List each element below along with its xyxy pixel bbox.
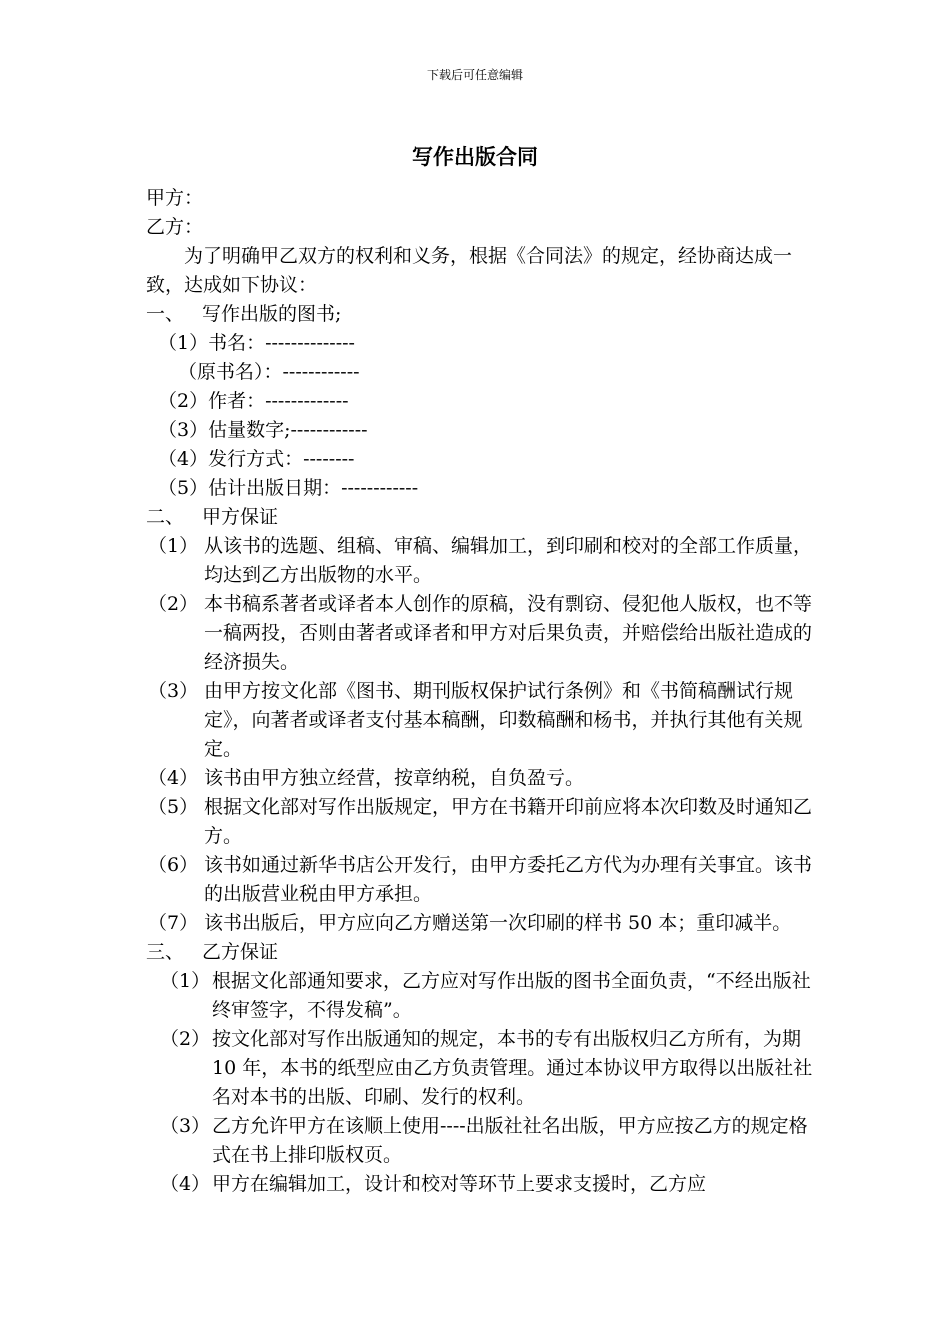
section-3-item	[146, 967, 826, 1025]
item-number: （4）	[148, 767, 199, 789]
section-2-item	[146, 677, 826, 764]
section-2-item	[146, 909, 826, 938]
item-number: （3）	[148, 680, 199, 702]
item-text: 该书由甲方独立经营，按章纳税，自负盈亏。	[204, 767, 585, 789]
item-text: 本书稿系著者或译者本人创作的原稿，没有剽窃、侵犯他人版权，也不等一稿两投，否则由著者或译者和甲方对后果负责，并赔偿给出版社造成的经济损失。	[204, 593, 813, 673]
section-3-number: 三、	[146, 941, 185, 963]
document-title: 写作出版合同	[412, 145, 538, 169]
section-1-heading	[146, 300, 826, 329]
section-1-item: （1）书名：--------------	[158, 332, 355, 354]
section-1-item: （4）发行方式：--------	[158, 448, 355, 470]
section-2-heading	[146, 503, 826, 532]
item-text: 由甲方按文化部《图书、期刊版权保护试行条例》和《书简稿酬试行规定》，向著者或译者支付基本稿酬，印数稿酬和杨书，并执行其他有关规定。	[204, 680, 803, 760]
item-number: （3）	[160, 1115, 211, 1137]
section-1-title: 写作出版的图书;	[202, 303, 342, 325]
section-2-item	[146, 590, 826, 677]
party-b-line: 乙方：	[146, 216, 204, 238]
item-number: （1）	[148, 535, 199, 557]
intro-paragraph: 为了明确甲乙双方的权利和义务，根据《合同法》的规定，经协商达成一致，达成如下协议：	[146, 245, 793, 296]
section-1-item: （3）估量数字;------------	[158, 419, 368, 441]
item-number: （7）	[148, 912, 199, 934]
section-2-item	[146, 532, 826, 590]
item-text: 根据文化部通知要求，乙方应对写作出版的图书全面负责，“不经出版社终审签字，不得发稿”。	[212, 970, 811, 1021]
item-text: 乙方允许甲方在该顺上使用----出版社社名出版，甲方应按乙方的规定格式在书上排印版权页。	[212, 1115, 808, 1166]
item-number: （2）	[148, 593, 199, 615]
section-1-item: （5）估计出版日期：------------	[158, 477, 419, 499]
section-2-number: 二、	[146, 506, 185, 528]
section-2-title: 甲方保证	[202, 506, 279, 528]
section-2-item	[146, 851, 826, 909]
section-3-item	[146, 1112, 826, 1170]
item-number: （4）	[160, 1173, 211, 1195]
page-header: 下载后可任意编辑	[426, 68, 523, 82]
section-2-item	[146, 764, 826, 793]
item-number: （6）	[148, 854, 199, 876]
item-number: （1）	[160, 970, 211, 992]
section-1-item: （2）作者：-------------	[158, 390, 349, 412]
section-1-item: （原书名）：------------	[178, 361, 360, 383]
item-text: 该书出版后，甲方应向乙方赠送第一次印刷的样书 50 本；重印减半。	[204, 912, 792, 934]
section-1-number: 一、	[146, 303, 185, 325]
section-3-item	[146, 1170, 826, 1199]
item-number: （2）	[160, 1028, 211, 1050]
section-2-item	[146, 793, 826, 851]
document-body	[146, 184, 826, 1199]
item-text: 按文化部对写作出版通知的规定，本书的专有出版权归乙方所有，为期 10 年，本书的纸型应由乙方负责管理。通过本协议甲方取得以出版社社名对本书的出版、印刷、发行的权利。	[212, 1028, 813, 1108]
item-text: 从该书的选题、组稿、审稿、编辑加工，到印刷和校对的全部工作质量，均达到乙方出版物的水平。	[204, 535, 813, 586]
item-text: 根据文化部对写作出版规定，甲方在书籍开印前应将本次印数及时通知乙方。	[204, 796, 813, 847]
section-3-title: 乙方保证	[202, 941, 279, 963]
item-text: 甲方在编辑加工，设计和校对等环节上要求支援时，乙方应	[212, 1173, 707, 1195]
section-3-item	[146, 1025, 826, 1112]
item-number: （5）	[148, 796, 199, 818]
section-3-heading	[146, 938, 826, 967]
item-text: 该书如通过新华书店公开发行，由甲方委托乙方代为办理有关事宜。该书的出版营业税由甲方承担。	[204, 854, 813, 905]
party-a-line: 甲方：	[146, 187, 204, 209]
